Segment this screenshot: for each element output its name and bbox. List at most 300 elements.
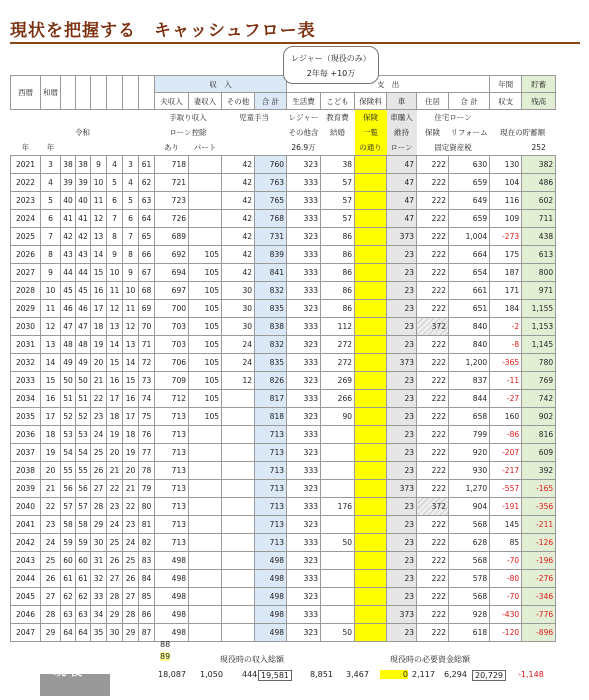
- age-grandparent-cell: 87: [139, 624, 155, 642]
- other-income-cell: 42: [222, 228, 255, 246]
- wife-income-cell: [189, 570, 222, 588]
- col-car: 車: [387, 93, 417, 110]
- age-husband-cell: 39: [61, 174, 76, 192]
- savings-balance-cell: -896: [522, 624, 556, 642]
- annual-balance-cell: -557: [490, 480, 522, 498]
- housing-cost-cell: 222: [417, 210, 449, 228]
- savings-balance-cell: 602: [522, 192, 556, 210]
- age-grandparent-cell: 76: [139, 426, 155, 444]
- income-total-cell: 713: [255, 480, 287, 498]
- child-cost-cell: [321, 516, 355, 534]
- wife-income-cell: [189, 228, 222, 246]
- table-row: [11, 480, 556, 498]
- living-cost-cell: 333: [287, 606, 321, 624]
- col-kids: こども: [321, 93, 355, 110]
- husband-income-cell: 726: [155, 210, 189, 228]
- expense-total-cell: 930: [449, 462, 490, 480]
- total-income: 19,581: [258, 670, 292, 681]
- age-wife-cell: 45: [76, 282, 91, 300]
- age-child1-cell: 13: [91, 228, 107, 246]
- other-income-cell: [222, 408, 255, 426]
- note-reform: リフォーム: [450, 128, 488, 137]
- housing-cost-cell: 372: [417, 498, 449, 516]
- age-child1-cell: 28: [91, 498, 107, 516]
- year-cell: 2034: [11, 390, 41, 408]
- year-cell: 2035: [11, 408, 41, 426]
- living-cost-cell: 333: [287, 354, 321, 372]
- reiwa-cell: 12: [41, 318, 61, 336]
- reiwa-cell: 24: [41, 534, 61, 552]
- year-cell: 2029: [11, 300, 41, 318]
- age-child2-cell: 29: [107, 606, 123, 624]
- expense-total-cell: 1,004: [449, 228, 490, 246]
- age-child1-cell: 18: [91, 318, 107, 336]
- husband-income-cell: 498: [155, 570, 189, 588]
- husband-income-cell: 713: [155, 462, 189, 480]
- year-cell: 2024: [11, 210, 41, 228]
- header-wareki: 和暦: [41, 76, 61, 110]
- savings-balance-cell: 800: [522, 264, 556, 282]
- age-grandparent-cell: 75: [139, 408, 155, 426]
- housing-cost-cell: 222: [417, 156, 449, 174]
- age-grandparent-cell: 61: [139, 156, 155, 174]
- age-child3-cell: 4: [123, 174, 139, 192]
- expense-total-cell: 578: [449, 570, 490, 588]
- husband-income-cell: 713: [155, 408, 189, 426]
- age-husband-cell: 45: [61, 282, 76, 300]
- car-cost-cell: 23: [387, 246, 417, 264]
- car-cost-cell: 23: [387, 264, 417, 282]
- year-cell: 2047: [11, 624, 41, 642]
- child-cost-cell: 57: [321, 192, 355, 210]
- age-child3-cell: 27: [123, 588, 139, 606]
- car-cost-cell: 23: [387, 570, 417, 588]
- annual-balance-cell: -8: [490, 336, 522, 354]
- age-child3-cell: 19: [123, 444, 139, 462]
- age-child3-cell: 3: [123, 156, 139, 174]
- child-cost-cell: [321, 462, 355, 480]
- other-income-cell: 42: [222, 192, 255, 210]
- col-expense-total: 合 計: [449, 93, 490, 110]
- savings-balance-cell: 438: [522, 228, 556, 246]
- note-child-allowance: 児童手当: [239, 113, 269, 122]
- child-cost-cell: [321, 480, 355, 498]
- savings-balance-cell: -211: [522, 516, 556, 534]
- wife-income-cell: [189, 210, 222, 228]
- age-husband-cell: 54: [61, 444, 76, 462]
- insurance-cell: [355, 390, 387, 408]
- age-husband-cell: 51: [61, 390, 76, 408]
- age-child2-cell: 27: [107, 570, 123, 588]
- other-income-cell: 30: [222, 282, 255, 300]
- age-grandparent-cell: 82: [139, 534, 155, 552]
- living-cost-cell: 323: [287, 444, 321, 462]
- age-child1-cell: 25: [91, 444, 107, 462]
- age-child2-cell: 14: [107, 336, 123, 354]
- age-grandparent-cell: 85: [139, 588, 155, 606]
- annual-balance-cell: 104: [490, 174, 522, 192]
- living-cost-cell: 333: [287, 192, 321, 210]
- age-husband-cell: 46: [61, 300, 76, 318]
- age-wife-cell: 44: [76, 264, 91, 282]
- other-income-cell: [222, 516, 255, 534]
- total-living: 8,851: [310, 670, 333, 679]
- income-total-cell: 768: [255, 210, 287, 228]
- other-income-cell: [222, 534, 255, 552]
- child-cost-cell: 86: [321, 264, 355, 282]
- wife-income-cell: [189, 534, 222, 552]
- living-cost-cell: 323: [287, 300, 321, 318]
- age-wife-cell: 64: [76, 624, 91, 642]
- income-total-cell: 498: [255, 624, 287, 642]
- age-wife-cell: 41: [76, 210, 91, 228]
- car-cost-cell: 373: [387, 606, 417, 624]
- living-cost-cell: 333: [287, 318, 321, 336]
- wife-income-cell: [189, 624, 222, 642]
- note-loan: ローン: [387, 140, 417, 156]
- other-income-cell: 42: [222, 156, 255, 174]
- husband-income-cell: 694: [155, 264, 189, 282]
- reiwa-cell: 22: [41, 498, 61, 516]
- car-cost-cell: 23: [387, 336, 417, 354]
- table-row: [11, 516, 556, 534]
- insurance-cell: [355, 498, 387, 516]
- wife-income-cell: [189, 426, 222, 444]
- header-seireki: 西暦: [11, 76, 41, 110]
- living-cost-cell: 323: [287, 336, 321, 354]
- age-wife-cell: 42: [76, 228, 91, 246]
- husband-income-cell: 498: [155, 606, 189, 624]
- year-cell: 2044: [11, 570, 41, 588]
- age-grandparent-cell: 72: [139, 354, 155, 372]
- age-child3-cell: 9: [123, 264, 139, 282]
- age-child3-cell: 29: [123, 624, 139, 642]
- age-husband-cell: 58: [61, 516, 76, 534]
- age-grandparent-cell: 80: [139, 498, 155, 516]
- housing-cost-cell: 222: [417, 354, 449, 372]
- age-grandparent-cell: 63: [139, 192, 155, 210]
- age-child1-cell: 30: [91, 534, 107, 552]
- header-balance: 年間: [490, 76, 522, 93]
- insurance-cell: [355, 606, 387, 624]
- age-grandparent-cell: 79: [139, 480, 155, 498]
- housing-cost-cell: 222: [417, 480, 449, 498]
- expense-total-cell: 568: [449, 552, 490, 570]
- expense-total-cell: 664: [449, 246, 490, 264]
- age-wife-cell: 62: [76, 588, 91, 606]
- reiwa-cell: 23: [41, 516, 61, 534]
- age-child2-cell: 20: [107, 444, 123, 462]
- table-row: [11, 498, 556, 516]
- col-husband: 夫収入: [155, 93, 189, 110]
- year-cell: 2025: [11, 228, 41, 246]
- husband-income-cell: 498: [155, 624, 189, 642]
- age-child3-cell: 26: [123, 570, 139, 588]
- car-cost-cell: 373: [387, 480, 417, 498]
- table-row: [11, 336, 556, 354]
- wife-income-cell: 105: [189, 354, 222, 372]
- table-row: [11, 570, 556, 588]
- child-cost-cell: 86: [321, 246, 355, 264]
- age-wife-cell: 58: [76, 516, 91, 534]
- age-child1-cell: 35: [91, 624, 107, 642]
- income-total-cell: 498: [255, 606, 287, 624]
- note-maintenance: 維持: [387, 125, 417, 140]
- car-cost-cell: 47: [387, 156, 417, 174]
- age-child2-cell: 8: [107, 228, 123, 246]
- reiwa-cell: 26: [41, 570, 61, 588]
- age-grandparent-cell: 68: [139, 282, 155, 300]
- reiwa-cell: 6: [41, 210, 61, 228]
- age-grandparent-cell: 70: [139, 318, 155, 336]
- age-child2-cell: 23: [107, 498, 123, 516]
- year-cell: 2043: [11, 552, 41, 570]
- living-cost-cell: 333: [287, 570, 321, 588]
- age-child2-cell: 6: [107, 192, 123, 210]
- note-leisure: レジャー: [288, 113, 319, 122]
- total-expense: 20,729: [472, 670, 506, 681]
- wife-income-cell: 105: [189, 246, 222, 264]
- table-row: [11, 174, 556, 192]
- wife-income-cell: 105: [189, 300, 222, 318]
- savings-balance-cell: 609: [522, 444, 556, 462]
- expense-total-cell: 928: [449, 606, 490, 624]
- reiwa-cell: 5: [41, 192, 61, 210]
- living-cost-cell: 323: [287, 156, 321, 174]
- reiwa-cell: 19: [41, 444, 61, 462]
- age-husband-cell: 61: [61, 570, 76, 588]
- note-net-income: 手取り収入: [169, 113, 207, 122]
- savings-balance-cell: 742: [522, 390, 556, 408]
- husband-income-cell: 721: [155, 174, 189, 192]
- age-child1-cell: 29: [91, 516, 107, 534]
- year-cell: 2042: [11, 534, 41, 552]
- wife-income-cell: 105: [189, 282, 222, 300]
- note-other-incl: その他含: [288, 128, 319, 137]
- table-row: [11, 606, 556, 624]
- savings-balance-cell: 816: [522, 426, 556, 444]
- living-cost-cell: 333: [287, 210, 321, 228]
- insurance-cell: [355, 282, 387, 300]
- age-child1-cell: 9: [91, 156, 107, 174]
- other-income-cell: [222, 498, 255, 516]
- title-bar: [10, 8, 580, 44]
- header-savings2: 残高: [522, 93, 556, 110]
- housing-cost-cell: 222: [417, 174, 449, 192]
- age-child1-cell: 15: [91, 264, 107, 282]
- age-child1-cell: 32: [91, 570, 107, 588]
- age-child3-cell: 25: [123, 552, 139, 570]
- child-cost-cell: 86: [321, 228, 355, 246]
- annual-balance-cell: 116: [490, 192, 522, 210]
- year-cell: 2023: [11, 192, 41, 210]
- age-child2-cell: 9: [107, 246, 123, 264]
- car-cost-cell: 23: [387, 444, 417, 462]
- reiwa-cell: 14: [41, 354, 61, 372]
- col-other: その他: [222, 93, 255, 110]
- other-income-cell: [222, 552, 255, 570]
- savings-balance-cell: 1,145: [522, 336, 556, 354]
- year-cell: 2041: [11, 516, 41, 534]
- table-row: [11, 372, 556, 390]
- husband-income-cell: 713: [155, 498, 189, 516]
- child-cost-cell: 86: [321, 300, 355, 318]
- callout-line2: 2年毎 +10万: [306, 69, 356, 78]
- age-grandparent-cell: 78: [139, 462, 155, 480]
- age-child2-cell: 19: [107, 426, 123, 444]
- total-insurance: 0: [380, 670, 408, 679]
- annual-balance-cell: -80: [490, 570, 522, 588]
- savings-balance-cell: -126: [522, 534, 556, 552]
- year-cell: 2026: [11, 246, 41, 264]
- living-cost-cell: 323: [287, 228, 321, 246]
- age-grandparent-cell: 81: [139, 516, 155, 534]
- insurance-cell: [355, 534, 387, 552]
- age-wife-cell: 40: [76, 192, 91, 210]
- age-child1-cell: 12: [91, 210, 107, 228]
- age-child3-cell: 11: [123, 300, 139, 318]
- insurance-cell: [355, 408, 387, 426]
- annual-balance-cell: 130: [490, 156, 522, 174]
- expense-total-cell: 837: [449, 372, 490, 390]
- wife-income-cell: [189, 444, 222, 462]
- expense-total-cell: 568: [449, 516, 490, 534]
- age-child1-cell: 31: [91, 552, 107, 570]
- annual-balance-cell: -120: [490, 624, 522, 642]
- annual-balance-cell: 171: [490, 282, 522, 300]
- age-husband-cell: 49: [61, 354, 76, 372]
- age-child3-cell: 15: [123, 372, 139, 390]
- annual-balance-cell: -2: [490, 318, 522, 336]
- total-other: 444: [242, 670, 258, 679]
- age-child1-cell: 34: [91, 606, 107, 624]
- savings-balance-cell: 613: [522, 246, 556, 264]
- child-cost-cell: [321, 552, 355, 570]
- age-89: 89: [160, 652, 171, 661]
- annual-balance-cell: -11: [490, 372, 522, 390]
- note-list: 一覧: [355, 125, 387, 140]
- child-cost-cell: 266: [321, 390, 355, 408]
- housing-cost-cell: 222: [417, 300, 449, 318]
- housing-cost-cell: 222: [417, 570, 449, 588]
- insurance-cell: [355, 318, 387, 336]
- child-cost-cell: 38: [321, 156, 355, 174]
- age-wife-cell: 38: [76, 156, 91, 174]
- child-cost-cell: [321, 426, 355, 444]
- expense-total-cell: 659: [449, 210, 490, 228]
- total-car: 2,117: [412, 670, 435, 679]
- car-cost-cell: 373: [387, 228, 417, 246]
- living-cost-cell: 333: [287, 390, 321, 408]
- car-cost-cell: 23: [387, 426, 417, 444]
- year-cell: 2038: [11, 462, 41, 480]
- savings-balance-cell: 392: [522, 462, 556, 480]
- husband-income-cell: 706: [155, 354, 189, 372]
- husband-income-cell: 709: [155, 372, 189, 390]
- savings-balance-cell: -776: [522, 606, 556, 624]
- insurance-cell: [355, 174, 387, 192]
- child-cost-cell: 57: [321, 174, 355, 192]
- annual-balance-cell: -70: [490, 552, 522, 570]
- reiwa-cell: 3: [41, 156, 61, 174]
- child-cost-cell: 272: [321, 336, 355, 354]
- table-row: [11, 246, 556, 264]
- savings-balance-cell: -196: [522, 552, 556, 570]
- insurance-cell: [355, 264, 387, 282]
- car-cost-cell: 47: [387, 174, 417, 192]
- other-income-cell: 42: [222, 210, 255, 228]
- husband-income-cell: 703: [155, 318, 189, 336]
- age-child1-cell: 19: [91, 336, 107, 354]
- savings-balance-cell: 769: [522, 372, 556, 390]
- age-child2-cell: 5: [107, 174, 123, 192]
- housing-cost-cell: 222: [417, 372, 449, 390]
- child-cost-cell: [321, 606, 355, 624]
- age-wife-cell: 50: [76, 372, 91, 390]
- col-living: 生活費: [287, 93, 321, 110]
- expense-total-cell: 844: [449, 390, 490, 408]
- housing-cost-cell: 222: [417, 588, 449, 606]
- annual-balance-cell: -191: [490, 498, 522, 516]
- age-child1-cell: 11: [91, 192, 107, 210]
- other-income-cell: 42: [222, 174, 255, 192]
- expense-total-cell: 1,270: [449, 480, 490, 498]
- expense-total-cell: 840: [449, 318, 490, 336]
- age-child1-cell: 26: [91, 462, 107, 480]
- age-husband-cell: 57: [61, 498, 76, 516]
- age-child2-cell: 22: [107, 480, 123, 498]
- note-current-savings-value: 252: [531, 143, 546, 152]
- income-total-cell: 835: [255, 354, 287, 372]
- age-wife-cell: 59: [76, 534, 91, 552]
- age-child2-cell: 17: [107, 390, 123, 408]
- annual-balance-cell: 85: [490, 534, 522, 552]
- housing-cost-cell: 222: [417, 408, 449, 426]
- age-grandparent-cell: 67: [139, 264, 155, 282]
- expense-total-cell: 659: [449, 174, 490, 192]
- reiwa-cell: 13: [41, 336, 61, 354]
- note-part: パート: [193, 143, 217, 152]
- child-cost-cell: 272: [321, 354, 355, 372]
- living-cost-cell: 333: [287, 246, 321, 264]
- age-child3-cell: 23: [123, 516, 139, 534]
- reiwa-cell: 17: [41, 408, 61, 426]
- expense-total-cell: 661: [449, 282, 490, 300]
- annual-balance-cell: -70: [490, 588, 522, 606]
- age-child2-cell: 30: [107, 624, 123, 642]
- total-husband: 18,087: [158, 670, 186, 679]
- living-cost-cell: 323: [287, 480, 321, 498]
- car-cost-cell: 47: [387, 192, 417, 210]
- age-grandparent-cell: 86: [139, 606, 155, 624]
- wife-income-cell: [189, 498, 222, 516]
- insurance-cell: [355, 462, 387, 480]
- reiwa-cell: 4: [41, 174, 61, 192]
- note-mortgage: 住宅ローン: [434, 113, 472, 122]
- cashflow-table: [10, 75, 556, 642]
- age-child1-cell: 21: [91, 372, 107, 390]
- husband-income-cell: 723: [155, 192, 189, 210]
- living-cost-cell: 323: [287, 624, 321, 642]
- year-cell: 2022: [11, 174, 41, 192]
- year-cell: 2027: [11, 264, 41, 282]
- age-husband-cell: 47: [61, 318, 76, 336]
- reiwa-cell: 20: [41, 462, 61, 480]
- callout-line1: レジャー（現役のみ）: [291, 54, 371, 63]
- other-income-cell: [222, 606, 255, 624]
- age-child3-cell: 28: [123, 606, 139, 624]
- housing-cost-cell: 222: [417, 282, 449, 300]
